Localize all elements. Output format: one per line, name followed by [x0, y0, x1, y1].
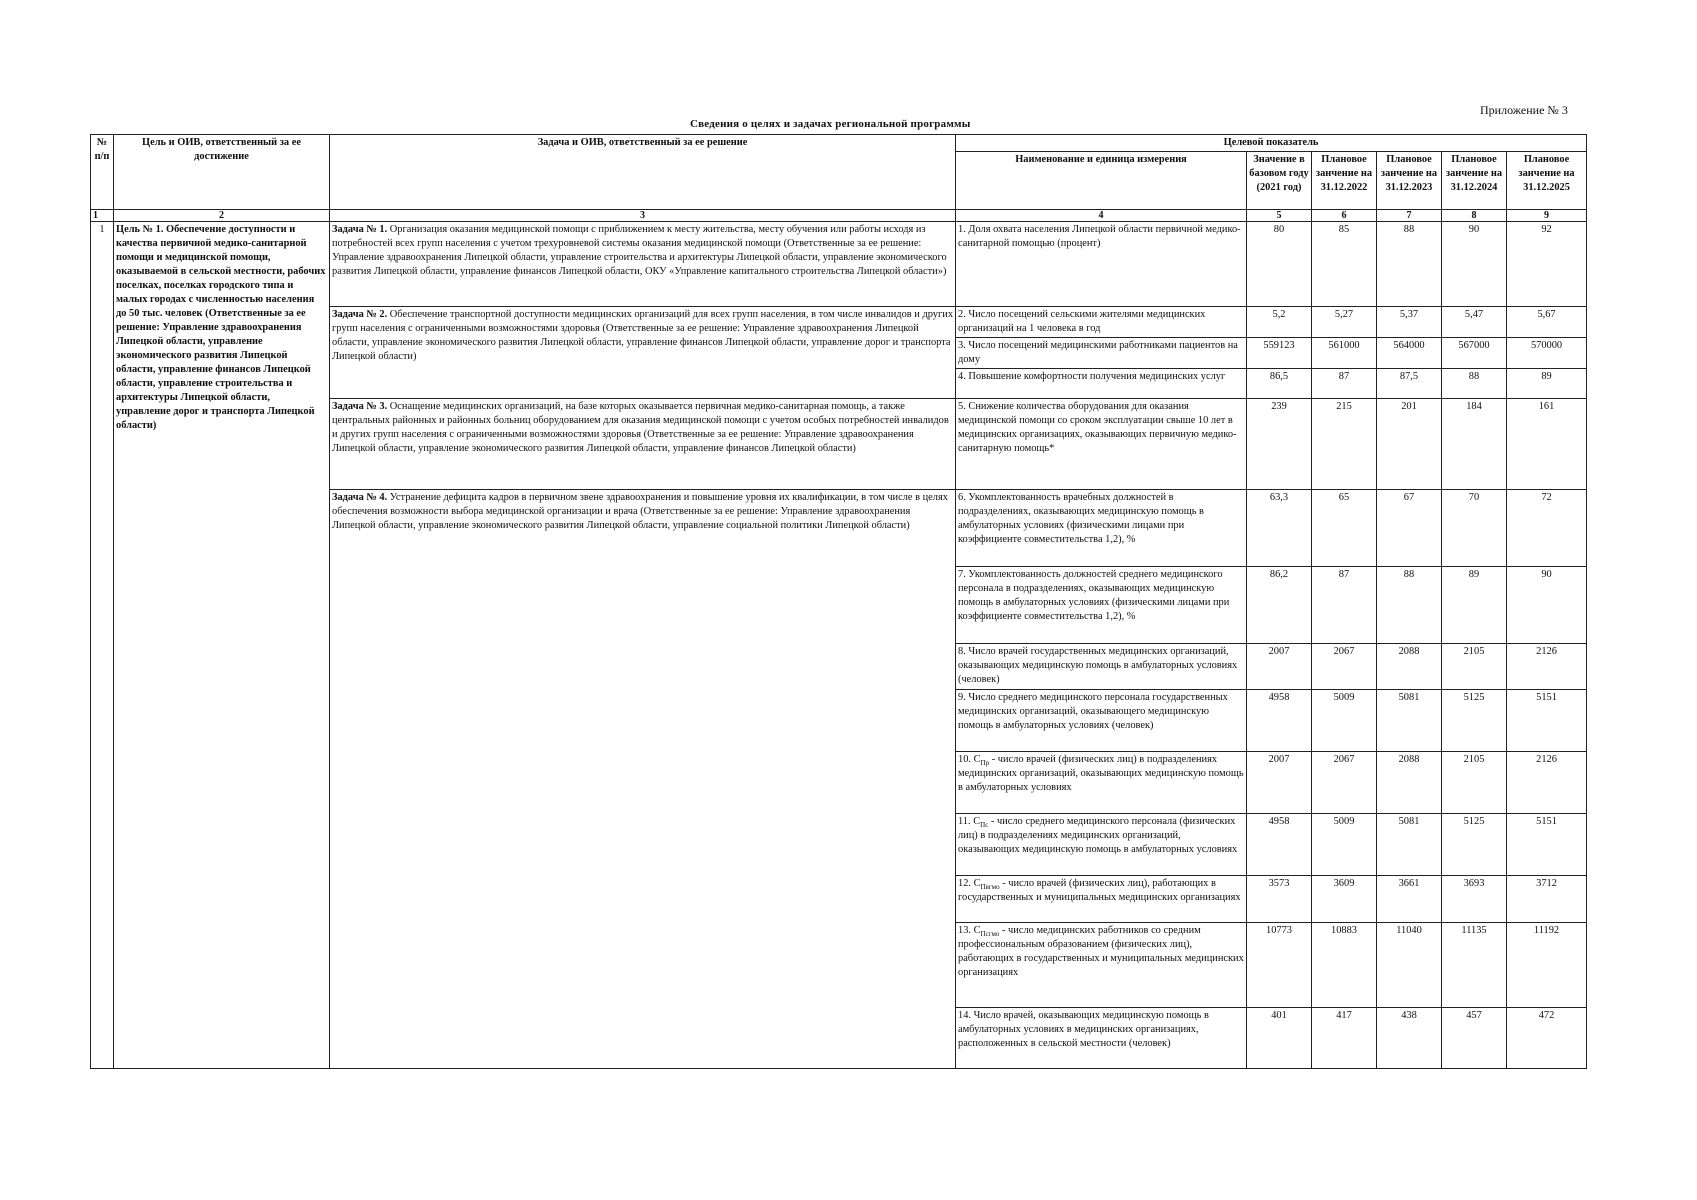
task-title: Задача № 2. [332, 309, 388, 320]
indicator-name: 9. Число среднего медицинского персонала государственных медицинских организаций, оказывающего медицинскую помощь в амбулаторных условиях (человек) [956, 690, 1247, 752]
indicator-value-2025: 72 [1507, 490, 1587, 567]
indicator-value-2024: 5125 [1442, 814, 1507, 876]
indicator-value-2023: 5081 [1377, 814, 1442, 876]
indicator-name-prefix: 11. С [958, 816, 981, 827]
indicator-value-2024: 2105 [1442, 752, 1507, 814]
indicator-value-2023: 438 [1377, 1008, 1442, 1069]
col-number: 1 [91, 210, 114, 222]
indicator-name: 6. Укомплектованность врачебных должностей в подразделениях, оказывающих медицинскую помощь в амбулаторных условиях (физическими лицами при коэффициенте совместительства 1,2), % [956, 490, 1247, 567]
indicator-value-2022: 2067 [1312, 752, 1377, 814]
indicator-value-2025: 161 [1507, 399, 1587, 490]
indicator-value-2022: 215 [1312, 399, 1377, 490]
goals-table [90, 134, 1587, 1069]
indicator-value-2023: 11040 [1377, 923, 1442, 1008]
table-row [91, 222, 1587, 307]
indicator-value-2024: 88 [1442, 369, 1507, 399]
indicator-value-2023: 5,37 [1377, 307, 1442, 338]
header-plan-2024: Плановое занчение на 31.12.2024 [1442, 152, 1507, 210]
indicator-name-prefix: 10. С [958, 754, 981, 765]
indicator-value-base: 86,2 [1247, 567, 1312, 644]
task-title: Задача № 3. [332, 401, 388, 412]
indicator-value-2025: 5151 [1507, 690, 1587, 752]
indicator-value-2023: 2088 [1377, 644, 1442, 690]
indicator-name: 8. Число врачей государственных медицинских организаций, оказывающих медицинскую помощь в амбулаторных условиях (человек) [956, 644, 1247, 690]
col-number: 7 [1377, 210, 1442, 222]
indicator-value-base: 63,3 [1247, 490, 1312, 567]
indicator-name-prefix: 12. С [958, 878, 981, 889]
indicator-value-2022: 65 [1312, 490, 1377, 567]
indicator-value-2022: 5009 [1312, 814, 1377, 876]
indicator-name [956, 923, 1247, 1008]
task-cell [330, 399, 956, 490]
task-text: Обеспечение транспортной доступности медицинских организаций для всех групп населения, в том числе инвалидов и других групп населения с ограниченными возможностями здоровья (Ответственные за ее решение: Управление здравоохранения Липецкой области, управление экономического развития Липецкой области, управление финансов Липецкой области, управление дорог и транспорта Липецкой области) [332, 309, 954, 362]
indicator-value-base: 86,5 [1247, 369, 1312, 399]
goal-cell: Цель № 1. Обеспечение доступности и качества первичной медико-санитарной помощи и медицинской помощи, оказываемой в сельской местности, рабочих поселках, поселках городского типа и малых городах с численностью населения до 50 тыс. человек (Ответственные за ее решение: Управление здравоохранения Липецкой области, управление экономического развития Липецкой области, управление финансов Липецкой области, управление строительства и архитектуры Липецкой области, управление дорог и транспорта Липецкой области) [114, 222, 330, 1069]
indicator-value-2023: 88 [1377, 222, 1442, 307]
indicator-value-base: 10773 [1247, 923, 1312, 1008]
header-row-1 [91, 135, 1587, 152]
indicator-value-2025: 5151 [1507, 814, 1587, 876]
indicator-name: 4. Повышение комфортности получения медицинских услуг [956, 369, 1247, 399]
indicator-value-2025: 11192 [1507, 923, 1587, 1008]
indicator-name [956, 814, 1247, 876]
indicator-value-base: 4958 [1247, 690, 1312, 752]
col-number: 5 [1247, 210, 1312, 222]
indicator-value-2024: 184 [1442, 399, 1507, 490]
indicator-value-base: 5,2 [1247, 307, 1312, 338]
task-cell [330, 307, 956, 399]
indicator-name-text: - число врачей (физических лиц), работающих в государственных и муниципальных медицинских организациях [958, 878, 1241, 903]
indicator-value-base: 2007 [1247, 752, 1312, 814]
indicator-value-2023: 88 [1377, 567, 1442, 644]
indicator-value-2022: 87 [1312, 369, 1377, 399]
indicator-value-2025: 2126 [1507, 644, 1587, 690]
col-number: 8 [1442, 210, 1507, 222]
indicator-value-2025: 2126 [1507, 752, 1587, 814]
indicator-name-subscript: Пр [980, 759, 990, 768]
indicator-value-2025: 3712 [1507, 876, 1587, 923]
indicator-name: 7. Укомплектованность должностей среднего медицинского персонала в подразделениях, оказывающих медицинскую помощь в амбулаторных условиях (физическими лицами при коэффициенте совместительства 1,2), % [956, 567, 1247, 644]
indicator-value-base: 4958 [1247, 814, 1312, 876]
indicator-value-2024: 11135 [1442, 923, 1507, 1008]
indicator-value-2024: 2105 [1442, 644, 1507, 690]
indicator-name: 1. Доля охвата населения Липецкой области первичной медико-санитарной помощью (процент) [956, 222, 1247, 307]
indicator-value-2022: 417 [1312, 1008, 1377, 1069]
indicator-value-2022: 5,27 [1312, 307, 1377, 338]
indicator-name-text: - число среднего медицинского персонала (физических лиц) в подразделениях медицинских организаций, оказывающих медицинскую помощь в амбулаторных условиях [958, 816, 1238, 855]
task-cell [330, 490, 956, 1069]
indicator-value-2025: 472 [1507, 1008, 1587, 1069]
indicator-value-2024: 3693 [1442, 876, 1507, 923]
indicator-value-base: 239 [1247, 399, 1312, 490]
indicator-value-base: 401 [1247, 1008, 1312, 1069]
col-number: 4 [956, 210, 1247, 222]
header-goal: Цель и ОИВ, ответственный за ее достижение [114, 135, 330, 210]
indicator-value-2024: 567000 [1442, 338, 1507, 369]
indicator-value-2024: 70 [1442, 490, 1507, 567]
indicator-value-2022: 85 [1312, 222, 1377, 307]
header-task: Задача и ОИВ, ответственный за ее решение [330, 135, 956, 210]
indicator-name: 2. Число посещений сельскими жителями медицинских организаций на 1 человека в год [956, 307, 1247, 338]
column-number-row [91, 210, 1587, 222]
indicator-value-2023: 67 [1377, 490, 1442, 567]
task-title: Задача № 4. [332, 492, 388, 503]
indicator-name: 14. Число врачей, оказывающих медицинскую помощь в амбулаторных условиях в медицинских организациях, расположенных в сельской местности (человек) [956, 1008, 1247, 1069]
indicator-value-2025: 5,67 [1507, 307, 1587, 338]
indicator-name: 3. Число посещений медицинскими работниками пациентов на дому [956, 338, 1247, 369]
indicator-name-subscript: Пс [980, 821, 989, 830]
task-text: Организация оказания медицинской помощи с приближением к месту жительства, месту обучения или работы исходя из потребностей всех групп населения с учетом трехуровневой системы оказания медицинской помощи (Ответственные за ее решение: Управление здравоохранения Липецкой области, управление строительства и архитектуры Липецкой области, управление экономического развития Липецкой области, управление финансов Липецкой области, ОКУ «Управление капитального строительства Липецкой области») [332, 224, 947, 277]
indicator-value-2024: 5,47 [1442, 307, 1507, 338]
indicator-value-base: 2007 [1247, 644, 1312, 690]
indicator-name-text: - число медицинских работников со средним профессиональным образованием (физических лиц), работающих в государственных и муниципальных медицинских организациях [958, 925, 1244, 978]
header-plan-2025: Плановое занчение на 31.12.2025 [1507, 152, 1587, 210]
indicator-value-2025: 570000 [1507, 338, 1587, 369]
col-number: 6 [1312, 210, 1377, 222]
indicator-name-prefix: 13. С [958, 925, 981, 936]
appendix-label: Приложение № 3 [1480, 103, 1568, 117]
indicator-value-base: 559123 [1247, 338, 1312, 369]
header-base: Значение в базовом году (2021 год) [1247, 152, 1312, 210]
task-cell [330, 222, 956, 307]
indicator-value-2025: 90 [1507, 567, 1587, 644]
indicator-value-2023: 201 [1377, 399, 1442, 490]
indicator-name [956, 752, 1247, 814]
indicator-value-base: 80 [1247, 222, 1312, 307]
indicator-value-2022: 561000 [1312, 338, 1377, 369]
indicator-value-2025: 89 [1507, 369, 1587, 399]
indicator-name-text: - число врачей (физических лиц) в подразделениях медицинских организаций, оказывающих медицинскую помощь в амбулаторных условиях [958, 754, 1244, 793]
header-indicator-group: Целевой показатель [956, 135, 1587, 152]
header-plan-2023: Плановое занчение на 31.12.2023 [1377, 152, 1442, 210]
indicator-value-2024: 5125 [1442, 690, 1507, 752]
task-text: Оснащение медицинских организаций, на базе которых оказывается первичная медико-санитарная помощь, а также центральных районных и районных больниц оборудованием для оказания медицинской помощи с учетом особых потребностей инвалидов и других групп населения с ограниченными возможностями здоровья (Ответственные за ее решение: Управление здравоохранения Липецкой области, управление экономического развития Липецкой области, управление финансов Липецкой области) [332, 401, 949, 454]
indicator-name-subscript: Псгмо [980, 930, 1000, 939]
indicator-value-2022: 2067 [1312, 644, 1377, 690]
header-name: Наименование и единица измерения [956, 152, 1247, 210]
indicator-value-2023: 87,5 [1377, 369, 1442, 399]
task-title: Задача № 1. [332, 224, 388, 235]
header-num: № п/п [91, 135, 114, 210]
indicator-value-2022: 87 [1312, 567, 1377, 644]
indicator-value-2022: 3609 [1312, 876, 1377, 923]
indicator-value-2025: 92 [1507, 222, 1587, 307]
header-plan-2022: Плановое занчение на 31.12.2022 [1312, 152, 1377, 210]
indicator-name-subscript: Пвгмо [980, 883, 1000, 892]
col-number: 2 [114, 210, 330, 222]
indicator-value-base: 3573 [1247, 876, 1312, 923]
indicator-name [956, 876, 1247, 923]
row-number: 1 [91, 222, 114, 1069]
indicator-value-2024: 457 [1442, 1008, 1507, 1069]
indicator-value-2022: 5009 [1312, 690, 1377, 752]
indicator-value-2023: 3661 [1377, 876, 1442, 923]
indicator-value-2023: 564000 [1377, 338, 1442, 369]
indicator-name: 5. Снижение количества оборудования для оказания медицинской помощи со сроком эксплуатации свыше 10 лет в медицинских организациях, оказывающих первичную медико-санитарную помощь* [956, 399, 1247, 490]
indicator-value-2024: 90 [1442, 222, 1507, 307]
task-text: Устранение дефицита кадров в первичном звене здравоохранения и повышение уровня их квалификации, в том числе в целях обеспечения возможности выбора медицинской организации и врача (Ответственные за ее решение: Управление здравоохранения Липецкой области, управление экономического развития Липецкой области, управление социальной политики Липецкой области) [332, 492, 948, 531]
indicator-value-2023: 2088 [1377, 752, 1442, 814]
col-number: 9 [1507, 210, 1587, 222]
indicator-value-2024: 89 [1442, 567, 1507, 644]
indicator-value-2023: 5081 [1377, 690, 1442, 752]
document-title: Сведения о целях и задачах региональной программы [690, 118, 971, 130]
col-number: 3 [330, 210, 956, 222]
indicator-value-2022: 10883 [1312, 923, 1377, 1008]
